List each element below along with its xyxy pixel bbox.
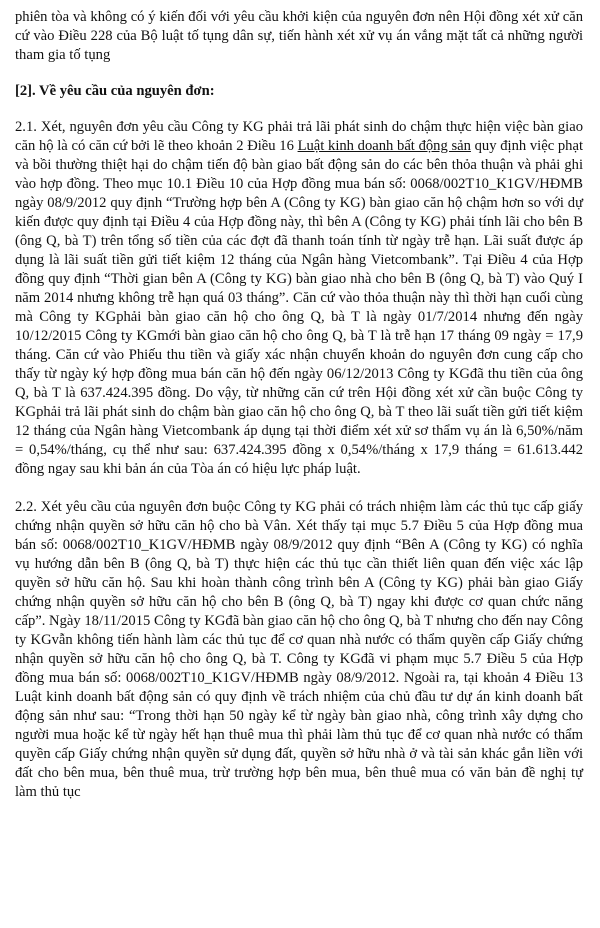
section-heading: [2]. Về yêu cầu của nguyên đơn: [15,83,215,99]
document-page [15,8,583,802]
paragraph-2-1-text-rest: quy định việc phạt và bồi thường thiệt hại do chậm tiến độ bàn giao bất động sản do các bên thỏa thuận và phải ghi vào hợp đồng. Theo mục 10.1 Điều 10 của Hợp đồng mua bán số: 0068/002T10_K1GV/HĐMB ngày 08/9/2012 quy định “Trường hợp bên A (Công ty KG) bàn giao căn hộ chậm hơn so với dự kiến được quy định tại Điều 4 của Hợp đồng này, thì bên A (Công ty KG) phải tính lãi cho bên B (ông Q, bà T) trên tổng số tiền của các đợt đã thanh toán tính từ ngày trễ hạn. Lãi suất được áp dụng là lãi suất tiền gửi tiết kiệm 12 tháng của Ngân hàng Vietcombank”. Tại Điều 4 của Hợp đồng quy định “Thời gian bên A (Công ty KG) bàn giao nhà cho bên B (ông Q, bà T) vào Quý I năm 2014 nhưng không trễ hạn quá 03 tháng”. Căn cứ vào thỏa thuận này thì thời hạn cuối cùng mà Công ty KGphải bàn giao căn hộ cho ông Q, bà T là ngày 01/7/2014 nhưng đến ngày 10/12/2015 Công ty KGmới bàn giao căn hộ cho ông Q, bà T là trễ hạn 17 tháng 09 ngày = 17,9 tháng. Căn cứ vào Phiếu thu tiền và giấy xác nhận chuyển khoản do nguyên đơn cung cấp cho thấy từ ngày ký hợp đồng mua bán căn hộ đến ngày 06/12/2013 Công ty KGđã thu tiền của ông Q, bà T là 637.424.395 đồng. Do vậy, từ những căn cứ trên Hội đồng xét xử cần buộc Công ty KGphải trả lãi phát sinh do chậm bàn giao căn hộ cho ông Q, bà T theo lãi suất tiền gửi tiết kiệm 12 tháng của Ngân hàng Vietcombank áp dụng tại thời điểm xét xử sơ thẩm vụ án là 6,50%/năm = 0,54%/tháng, cụ thể như sau: 637.424.395 đồng x 0,54%/tháng x 17,9 tháng = 61.613.442 đồng ngay sau khi bản án của Tòa án có hiệu lực pháp luật. [15,138,583,477]
intro-paragraph: phiên tòa và không có ý kiến đối với yêu cầu khởi kiện của nguyên đơn nên Hội đồng xét xử căn cứ vào Điều 228 của Bộ luật tố tụng dân sự, tiến hành xét xử vụ án vắng mặt tất cả những người tham gia tố tụng [15,9,583,63]
law-link[interactable]: Luật kinh doanh bất động sản [297,138,471,154]
paragraph-2-1 [15,118,583,479]
paragraph-2-2: 2.2. Xét yêu cầu của nguyên đơn buộc Công ty KG phải có trách nhiệm làm các thủ tục cấp giấy chứng nhận quyền sở hữu căn hộ cho bà Vân. Xét thấy tại mục 5.7 Điều 5 của Hợp đồng mua bán số: 0068/002T10_K1GV/HĐMB ngày 08/9/2012 quy định “Bên A (Công ty KG) có nghĩa vụ hướng dẫn bên B (ông Q, bà T) thực hiện các thủ tục cần thiết liên quan đến việc xác lập quyền sở hữu căn hộ. Sau khi hoàn thành công trình bên A (Công ty KG) phải bàn giao Giấy chứng nhận quyền sở hữu căn hộ cho bên B (ông Q, bà T) ngay khi được cơ quan chức năng cấp”. Ngày 18/11/2015 Công ty KGđã bàn giao căn hộ cho ông Q, bà T nhưng cho đến nay Công ty KGvẫn không tiến hành làm các thủ tục để cơ quan nhà nước có thẩm quyền cấp Giấy chứng nhận quyền sở hữu căn hộ cho ông Q, bà T. Công ty KGđã vi phạm mục 5.7 Điều 5 của Hợp đồng mua bán số: 0068/002T10_K1GV/HĐMB ngày 08/9/2012. Ngoài ra, tại khoản 4 Điều 13 Luật kinh doanh bất động sản có quy định về trách nhiệm của chủ đầu tư dự án kinh doanh bất động sản như sau: “Trong thời hạn 50 ngày kể từ ngày bàn giao nhà, công trình xây dựng cho người mua hoặc kể từ ngày hết hạn thuê mua thì phải làm thủ tục để cơ quan nhà nước có thẩm quyền cấp Giấy chứng nhận quyền sử dụng đất, quyền sở hữu nhà ở và tài sản khác gắn liền với đất cho bên mua, bên thuê mua, trừ trường hợp bên mua, bên thuê mua có văn bản đề nghị tự làm thủ tục [15,499,583,800]
paragraph-2-1-text-start: 2.1. Xét, nguyên đơn yêu cầu Công ty KG phải trả lãi phát sinh do chậm thực hiện việc bàn giao căn hộ là có căn cứ bởi lẽ theo khoản 2 Điều 16 [15,119,583,154]
